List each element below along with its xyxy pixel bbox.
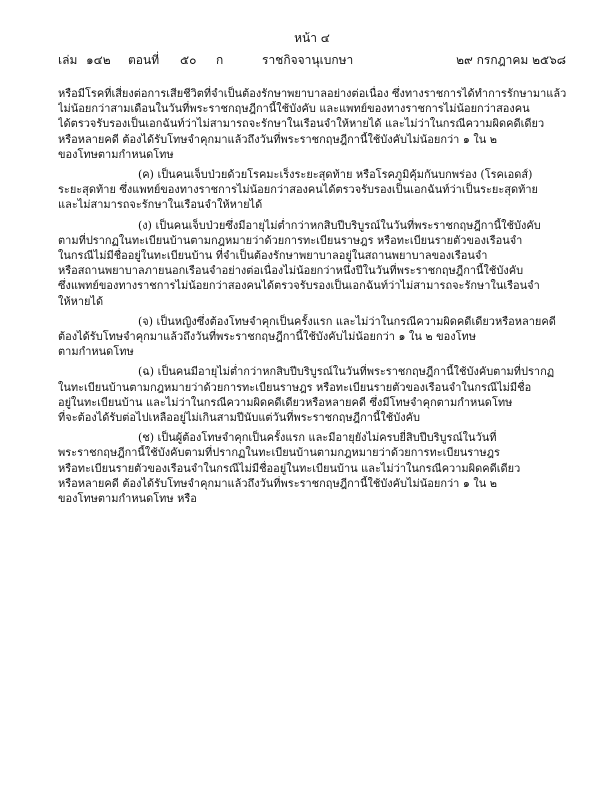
text-line: (ฉ) เป็นคนมีอายุไม่ต่ำกว่าหกสิบปีบริบูรณ์ในวันที่พระราชกฤษฎีกานี้ใช้บังคับตามที่ปรากฏ [138,365,555,379]
gazette-title: ราชกิจจานุเบกษา [262,53,354,67]
text-line: หรือสถานพยาบาลภายนอกเรือนจำอย่างต่อเนื่องไม่น้อยกว่าหนึ่งปีในวันที่พระราชกฤษฎีกานี้ใช้บังคับ [58,264,524,278]
text-line: ตามกำหนดโทษ [58,345,134,359]
text-line: (ค) เป็นคนเจ็บป่วยด้วยโรคมะเร็งระยะสุดท้าย หรือโรคภูมิคุ้มกันบกพร่อง (โรคเอดส์) [138,168,533,182]
text-line: หรือมีโรคที่เสี่ยงต่อการเสียชีวิตที่จำเป็นต้องรักษาพยาบาลอย่างต่อเนื่อง ซึ่งทางราชการได้ทำการรักษามาแล้ว [58,87,566,100]
text-line: หรือหลายคดี ต้องได้รับโทษจำคุกมาแล้วถึงวันที่พระราชกฤษฎีกานี้ใช้บังคับไม่น้อยกว่า ๑ ใน ๒ [58,476,497,490]
text-line: (ง) เป็นคนเจ็บป่วยซึ่งมีอายุไม่ต่ำกว่าหกสิบปีบริบูรณ์ในวันที่พระราชกฤษฎีกานี้ใช้บังคับ [138,218,541,232]
text-line: ที่จะต้องได้รับต่อไปเหลืออยู่ไม่เกินสามปีนับแต่วันที่พระราชกฤษฎีกานี้ใช้บังคับ [58,411,420,425]
text-line: (ช) เป็นผู้ต้องโทษจำคุกเป็นครั้งแรก และมีอายุยังไม่ครบยี่สิบปีบริบูรณ์ในวันที่ [138,431,497,445]
section-label: ตอนที่ [128,53,160,67]
text-line: ต้องได้รับโทษจำคุกมาแล้วถึงวันที่พระราชกฤษฎีกานี้ใช้บังคับไม่น้อยกว่า ๑ ใน ๒ ของโทษ [58,330,476,344]
page-number: หน้า ๔ [294,31,330,45]
text-line: ให้หายได้ [58,294,104,308]
text-line: ในทะเบียนบ้านตามกฎหมายว่าด้วยการทะเบียนราษฎร หรือทะเบียนรายตัวของเรือนจำในกรณีไม่มีชื่อ [58,380,532,394]
clause-chang [58,430,566,506]
text-line: (จ) เป็นหญิงซึ่งต้องโทษจำคุกเป็นครั้งแรก และไม่ว่าในกรณีความผิดคดีเดียวหรือหลายคดี [138,314,556,328]
text-line: อยู่ในทะเบียนบ้าน และไม่ว่าในกรณีความผิดคดีเดียวหรือหลายคดี ซึ่งมีโทษจำคุกตามกำหนดโทษ [58,395,513,409]
gazette-meta-row [58,52,566,68]
volume-number: ๑๔๒ [86,53,111,67]
text-line: พระราชกฤษฎีกานี้ใช้บังคับตามที่ปรากฏในทะเบียนบ้านตามกฎหมายว่าด้วยการทะเบียนราษฎร [58,446,500,460]
text-line: ในกรณีไม่มีชื่ออยู่ในทะเบียนบ้าน ที่จำเป็นต้องรักษาพยาบาลอยู่ในสถานพยาบาลของเรือนจำ [58,249,488,263]
paragraph-continuation [58,86,566,162]
text-line: ของโทษตามกำหนดโทษ [58,147,174,161]
part-letter: ก [216,53,224,67]
text-line: ไม่น้อยกว่าสามเดือนในวันที่พระราชกฤษฎีกานี้ใช้บังคับ และแพทย์ของทางราชการไม่น้อยกว่าสองคน [58,102,530,116]
text-line: ได้ตรวจรับรองเป็นเอกฉันท์ว่าไม่สามารถจะรักษาในเรือนจำให้หายได้ และไม่ว่าในกรณีความผิดคดีเดียว [58,117,545,131]
clause-chan [58,364,566,425]
text-line: ซึ่งแพทย์ของทางราชการไม่น้อยกว่าสองคนได้ตรวจรับรองเป็นเอกฉันท์ว่าไม่สามารถจะรักษาในเรือนจำ [58,279,540,293]
section-number: ๕๐ [180,53,197,67]
publication-date: ๒๙ กรกฎาคม ๒๕๖๘ [456,53,566,67]
clause-kho [58,167,566,213]
text-line: ของโทษตามกำหนดโทษ หรือ [58,492,197,506]
document-body [58,86,566,511]
text-line: และไม่สามารถจะรักษาในเรือนจำให้หายได้ [58,198,263,212]
clause-ngo [58,218,566,309]
page-header [58,30,566,82]
text-line: หรือหลายคดี ต้องได้รับโทษจำคุกมาแล้วถึงวันที่พระราชกฤษฎีกานี้ใช้บังคับไม่น้อยกว่า ๑ ใน ๒ [58,132,497,146]
text-line: ระยะสุดท้าย ซึ่งแพทย์ของทางราชการไม่น้อยกว่าสองคนได้ตรวจรับรองเป็นเอกฉันท์ว่าเป็นระยะสุดท้าย [58,183,538,197]
clause-cho [58,314,566,360]
text-line: หรือทะเบียนรายตัวของเรือนจำในกรณีไม่มีชื่ออยู่ในทะเบียนบ้าน และไม่ว่าในกรณีความผิดคดีเดียว [58,461,521,475]
volume-label: เล่ม [58,53,78,67]
text-line: ตามที่ปรากฏในทะเบียนบ้านตามกฎหมายว่าด้วยการทะเบียนราษฎร หรือทะเบียนรายตัวของเรือนจำ [58,233,523,247]
